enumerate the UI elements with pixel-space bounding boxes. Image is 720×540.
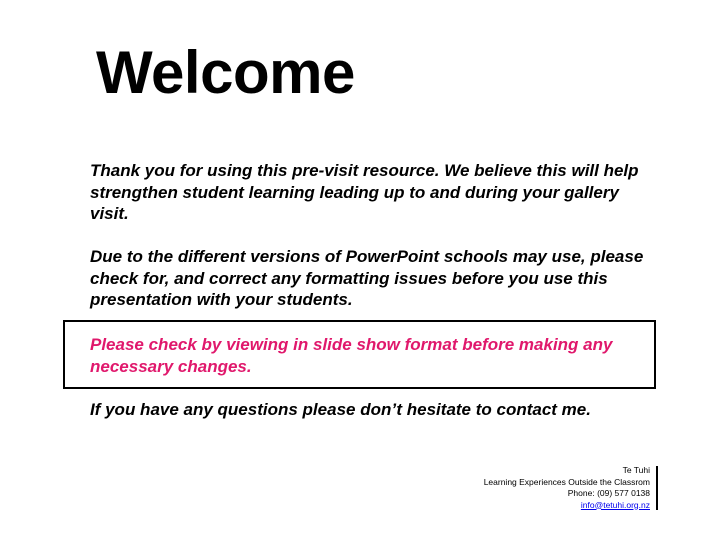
- contact-phone: Phone: (09) 577 0138: [567, 488, 650, 498]
- contact-invitation-paragraph: If you have any questions please don’t hesitate to contact me.: [90, 400, 591, 419]
- slide-show-check-notice: Please check by viewing in slide show format before making any necessary changes.: [90, 335, 613, 376]
- contact-email-link[interactable]: info@tetuhi.org.nz: [580, 499, 650, 510]
- contact-block: [484, 465, 650, 511]
- contact-divider: [656, 466, 658, 510]
- intro-paragraph: Thank you for using this pre-visit resource. We believe this will help strengthen student learning leading up to and during your gallery visit.: [90, 161, 639, 223]
- contact-name: Te Tuhi: [622, 465, 650, 475]
- slide-title: Welcome: [96, 39, 355, 106]
- formatting-note-paragraph: Due to the different versions of PowerPoint schools may use, please check for, and correct any formatting issues before you use this presentation with your students.: [90, 247, 644, 309]
- contact-role: Learning Experiences Outside the Classrom: [483, 476, 650, 487]
